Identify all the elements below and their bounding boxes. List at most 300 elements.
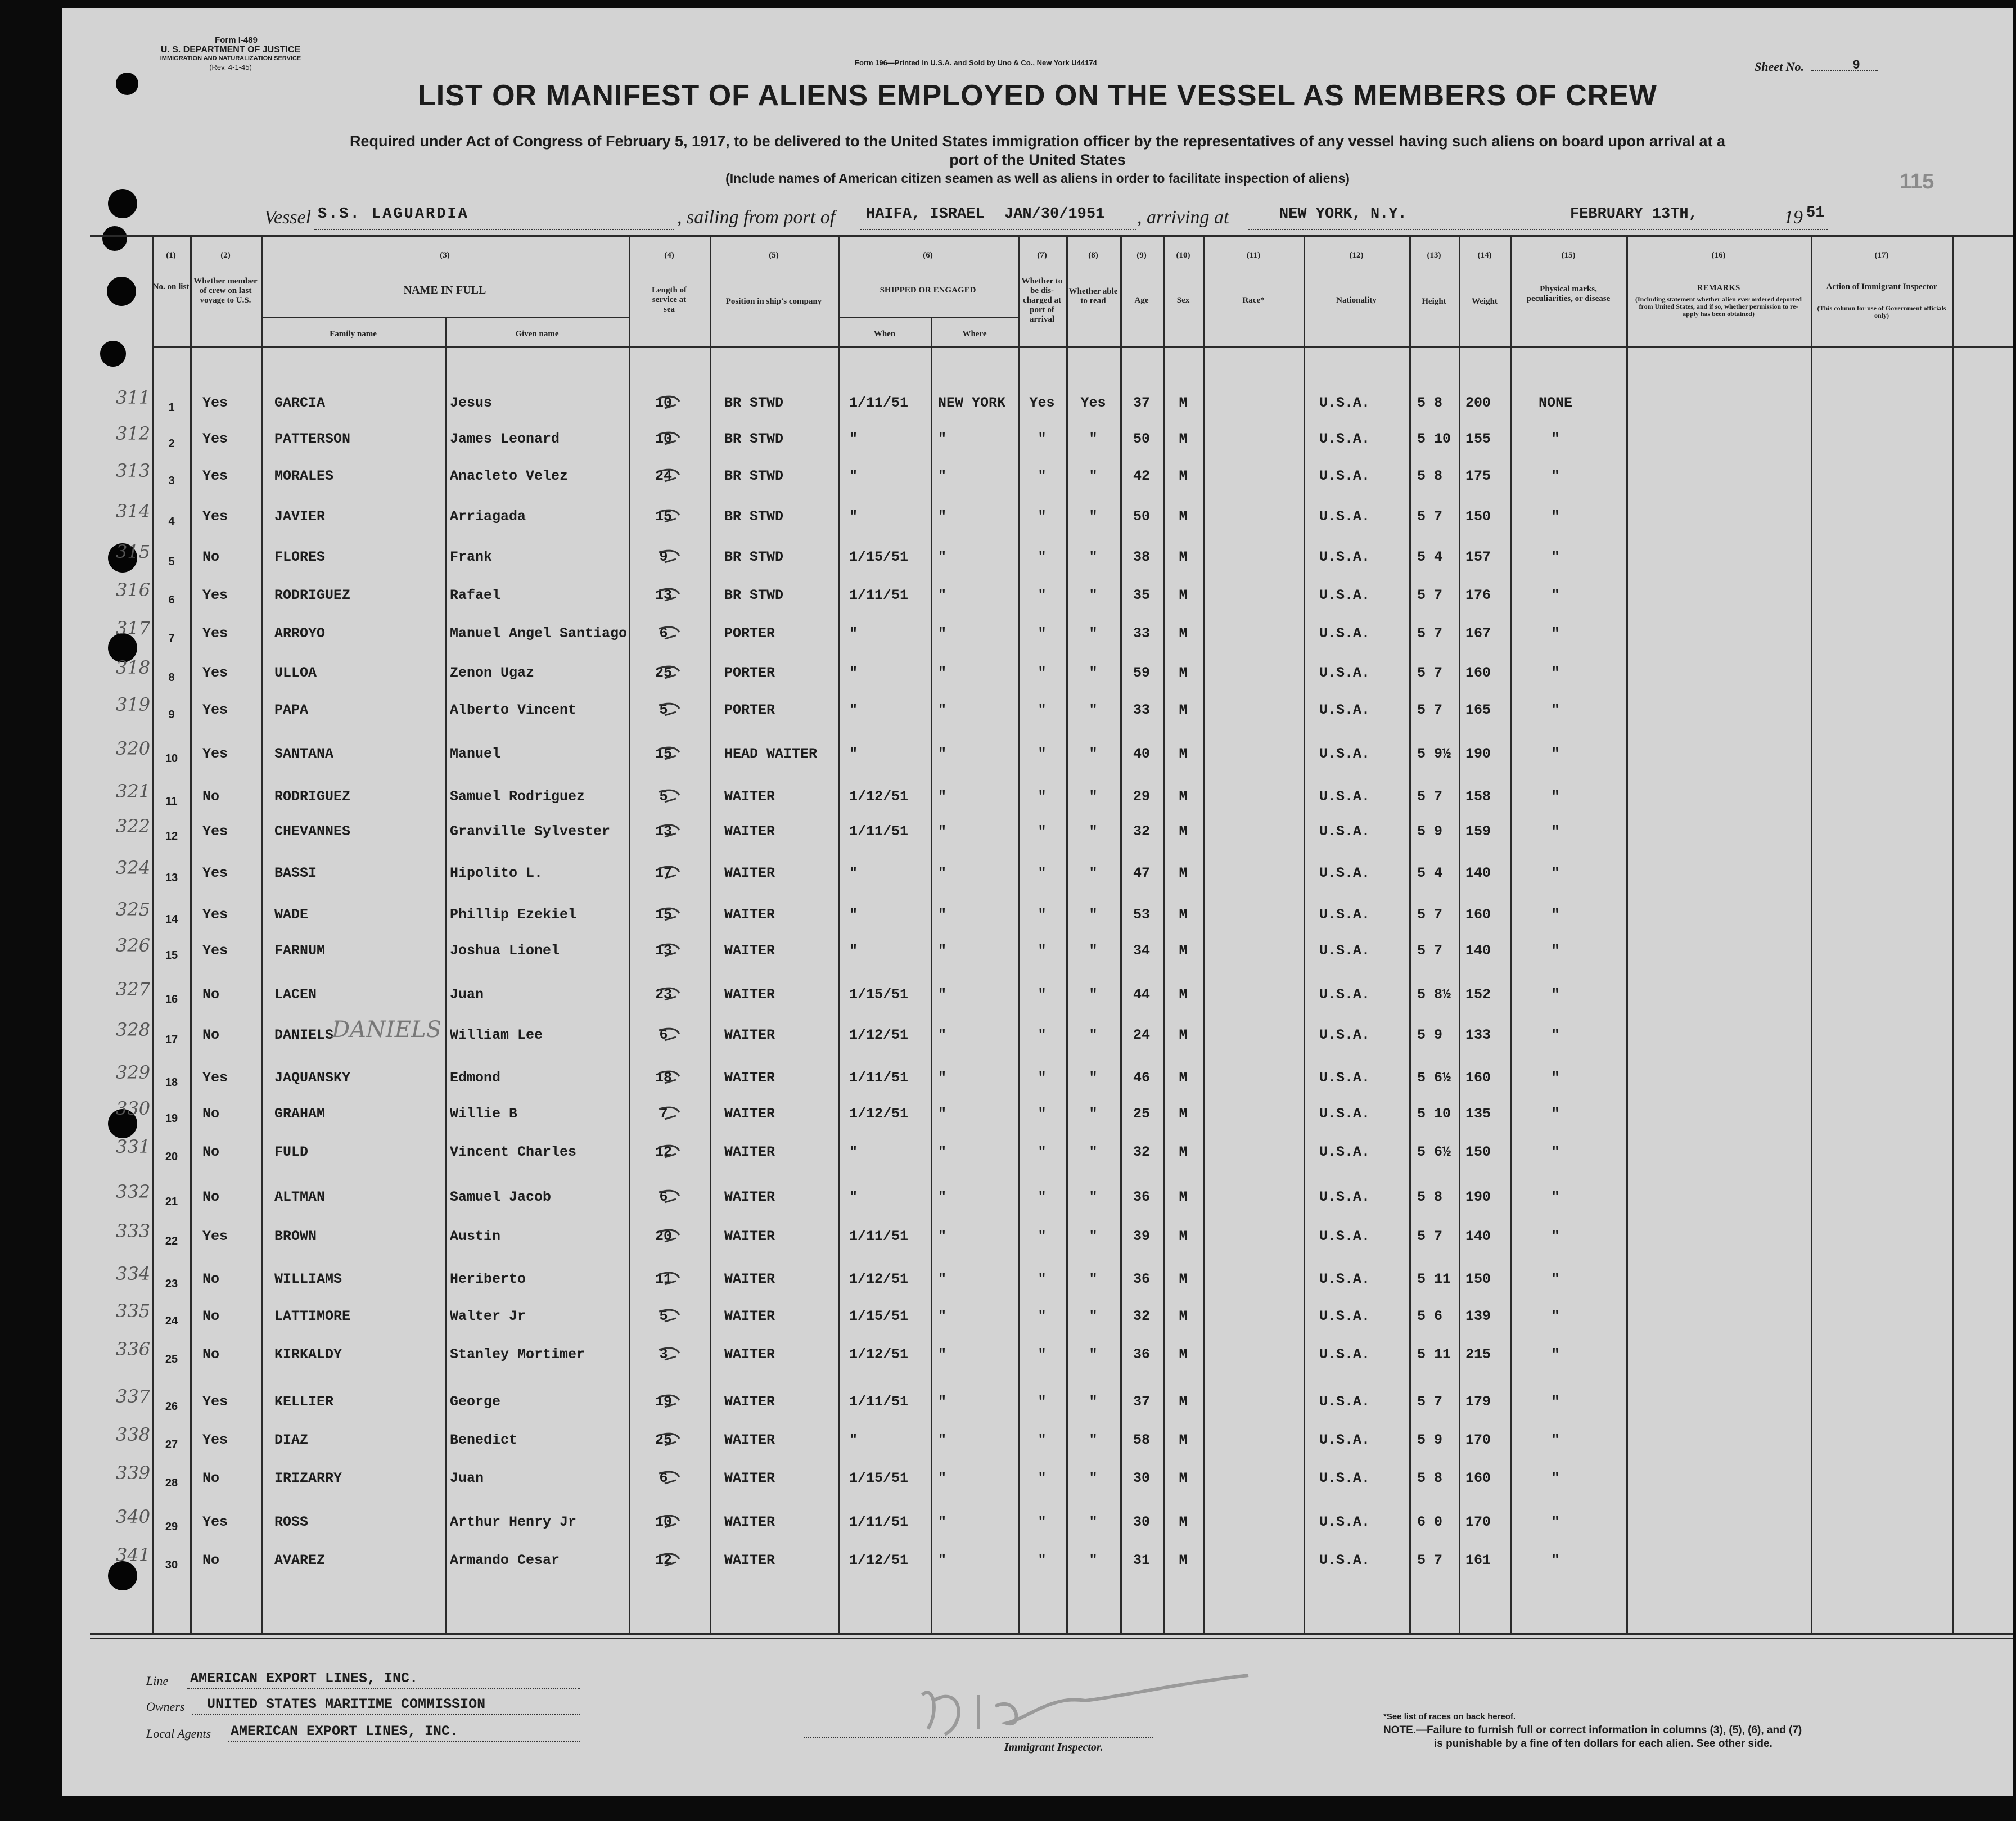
discharged: " xyxy=(1038,943,1047,959)
crew-last-voyage: No xyxy=(202,1189,220,1205)
weight: 133 xyxy=(1465,1027,1491,1043)
height: 5 8 xyxy=(1417,468,1443,484)
family-name: CHEVANNES xyxy=(274,823,351,840)
able-to-read: " xyxy=(1089,1189,1098,1205)
height: 5 9 xyxy=(1417,1027,1443,1043)
able-to-read: " xyxy=(1089,1228,1098,1245)
row-number: 2 xyxy=(168,438,175,450)
row-number: 1 xyxy=(168,402,175,414)
weight: 160 xyxy=(1465,665,1491,681)
able-to-read: " xyxy=(1089,468,1098,484)
sex: M xyxy=(1179,1308,1188,1324)
weight: 140 xyxy=(1465,865,1491,881)
length-of-service: 19 xyxy=(655,1394,672,1410)
discharged: " xyxy=(1038,1271,1047,1287)
shipped-where: " xyxy=(938,1394,947,1410)
inspector-signature xyxy=(849,1661,1277,1751)
able-to-read: " xyxy=(1089,1271,1098,1287)
weight: 161 xyxy=(1465,1552,1491,1568)
crew-last-voyage: No xyxy=(202,1144,220,1160)
position: WAITER xyxy=(724,1106,775,1122)
check-mark xyxy=(659,1516,679,1527)
row-number: 11 xyxy=(165,795,178,808)
nationality: U.S.A. xyxy=(1319,665,1370,681)
weight: 135 xyxy=(1465,1106,1491,1122)
shipped-where: " xyxy=(938,468,947,484)
height: 5 7 xyxy=(1417,625,1443,642)
nationality: U.S.A. xyxy=(1319,468,1370,484)
weight: 157 xyxy=(1465,549,1491,565)
physical-marks: " xyxy=(1551,665,1560,681)
sex: M xyxy=(1179,508,1188,525)
able-to-read: " xyxy=(1089,1346,1098,1363)
age: 31 xyxy=(1133,1552,1150,1568)
given-name: Samuel Rodriguez xyxy=(450,788,585,805)
family-name: KELLIER xyxy=(274,1394,334,1410)
given-name: James Leonard xyxy=(450,431,560,447)
nationality: U.S.A. xyxy=(1319,1432,1370,1448)
handwritten-line-number: 332 xyxy=(116,1181,151,1202)
shipped-where: " xyxy=(938,587,947,603)
given-name: Jesus xyxy=(450,395,493,411)
sex: M xyxy=(1179,549,1188,565)
check-mark xyxy=(659,1191,679,1202)
check-mark xyxy=(659,790,679,802)
height: 5 11 xyxy=(1417,1271,1451,1287)
family-name: ULLOA xyxy=(274,665,317,681)
height: 5 10 xyxy=(1417,431,1451,447)
shipped-when: 1/11/51 xyxy=(849,1514,909,1530)
able-to-read: " xyxy=(1089,788,1098,805)
position: WAITER xyxy=(724,1552,775,1568)
family-name: BASSI xyxy=(274,865,317,881)
age: 29 xyxy=(1133,788,1150,805)
discharged: " xyxy=(1038,1027,1047,1043)
physical-marks: " xyxy=(1551,1228,1560,1245)
height: 5 6½ xyxy=(1417,1144,1451,1160)
height: 5 9 xyxy=(1417,823,1443,840)
age: 37 xyxy=(1133,395,1150,411)
sex: M xyxy=(1179,1070,1188,1086)
physical-marks: " xyxy=(1551,1552,1560,1568)
row-number: 26 xyxy=(165,1400,178,1413)
row-number: 3 xyxy=(168,475,175,487)
col-15-number: (15) xyxy=(1561,251,1576,260)
crew-last-voyage: Yes xyxy=(202,823,228,840)
check-mark xyxy=(659,908,679,920)
shipped-when: " xyxy=(849,468,858,484)
col-12-header: Nationality xyxy=(1336,296,1377,305)
family-name: LATTIMORE xyxy=(274,1308,351,1324)
crew-last-voyage: No xyxy=(202,1271,220,1287)
shipped-when: " xyxy=(849,431,858,447)
length-of-service: 13 xyxy=(655,587,672,603)
able-to-read: " xyxy=(1089,1394,1098,1410)
sex: M xyxy=(1179,1271,1188,1287)
shipped-where: " xyxy=(938,1308,947,1324)
form-department: U. S. DEPARTMENT OF JUSTICE xyxy=(160,45,301,55)
age: 50 xyxy=(1133,508,1150,525)
length-of-service: 13 xyxy=(655,823,672,840)
shipped-where: NEW YORK xyxy=(938,395,1006,411)
nationality: U.S.A. xyxy=(1319,431,1370,447)
shipped-when: " xyxy=(849,907,858,923)
discharged: Yes xyxy=(1029,395,1055,411)
check-mark xyxy=(659,589,679,601)
sex: M xyxy=(1179,943,1188,959)
family-name: ROSS xyxy=(274,1514,309,1530)
length-of-service: 15 xyxy=(655,907,672,923)
shipped-when: 1/12/51 xyxy=(849,1027,909,1043)
physical-marks: " xyxy=(1551,431,1560,447)
shipped-where: " xyxy=(938,1228,947,1245)
weight: 158 xyxy=(1465,788,1491,805)
discharged: " xyxy=(1038,788,1047,805)
weight: 190 xyxy=(1465,1189,1491,1205)
length-of-service: 25 xyxy=(655,665,672,681)
weight: 139 xyxy=(1465,1308,1491,1324)
given-name: Juan xyxy=(450,1470,484,1486)
check-mark xyxy=(659,1071,679,1083)
shipped-when: 1/15/51 xyxy=(849,1470,909,1486)
able-to-read: Yes xyxy=(1080,395,1106,411)
height: 5 6 xyxy=(1417,1308,1443,1324)
form-revision: (Rev. 4-1-45) xyxy=(209,63,252,71)
able-to-read: " xyxy=(1089,1514,1098,1530)
handwritten-line-number: 339 xyxy=(116,1462,151,1484)
shipped-when: 1/12/51 xyxy=(849,1552,909,1568)
position: WAITER xyxy=(724,1346,775,1363)
position: PORTER xyxy=(724,702,775,718)
height: 5 7 xyxy=(1417,1394,1443,1410)
weight: 150 xyxy=(1465,1271,1491,1287)
physical-marks: " xyxy=(1551,1106,1560,1122)
weight: 140 xyxy=(1465,943,1491,959)
year-prefix: 19 xyxy=(1784,207,1803,228)
handwritten-line-number: 326 xyxy=(116,935,151,956)
physical-marks: " xyxy=(1551,943,1560,959)
col-16-number: (16) xyxy=(1711,251,1726,260)
shipped-where: " xyxy=(938,549,947,565)
handwritten-line-number: 327 xyxy=(116,979,151,1000)
given-name: Manuel Angel Santiago xyxy=(450,625,628,642)
col-6-number: (6) xyxy=(923,251,933,260)
row-number: 25 xyxy=(165,1353,178,1365)
sex: M xyxy=(1179,1144,1188,1160)
discharged: " xyxy=(1038,1552,1047,1568)
physical-marks: " xyxy=(1551,1470,1560,1486)
row-number: 28 xyxy=(165,1477,178,1489)
crew-last-voyage: Yes xyxy=(202,1070,228,1086)
check-mark xyxy=(659,666,679,678)
discharged: " xyxy=(1038,986,1047,1003)
row-number: 9 xyxy=(168,709,175,721)
shipped-when: 1/12/51 xyxy=(849,1346,909,1363)
check-mark xyxy=(659,551,679,562)
position: BR STWD xyxy=(724,587,784,603)
physical-marks: " xyxy=(1551,468,1560,484)
col-16-header: REMARKS xyxy=(1697,283,1740,292)
shipped-where: " xyxy=(938,702,947,718)
row-number: 14 xyxy=(165,913,178,926)
col-6-header: SHIPPED OR ENGAGED xyxy=(880,286,976,295)
crew-last-voyage: Yes xyxy=(202,431,228,447)
family-name: FLORES xyxy=(274,549,326,565)
length-of-service: 5 xyxy=(659,788,668,805)
shipped-when: " xyxy=(849,1144,858,1160)
able-to-read: " xyxy=(1089,625,1098,642)
crew-last-voyage: No xyxy=(202,1346,220,1363)
handwritten-line-number: 329 xyxy=(116,1062,151,1083)
col-9-header: Age xyxy=(1134,296,1149,305)
position: WAITER xyxy=(724,907,775,923)
given-name: Manuel xyxy=(450,746,501,762)
handwritten-line-number: 338 xyxy=(116,1424,151,1445)
check-mark xyxy=(659,510,679,522)
weight: 140 xyxy=(1465,1228,1491,1245)
check-mark xyxy=(659,988,679,1000)
physical-marks: " xyxy=(1551,587,1560,603)
form-number: Form I-489 xyxy=(215,35,258,45)
able-to-read: " xyxy=(1089,943,1098,959)
arrival-date: FEBRUARY 13TH, xyxy=(1570,206,1698,223)
col-7-number: (7) xyxy=(1037,251,1047,260)
crew-last-voyage: Yes xyxy=(202,508,228,525)
nationality: U.S.A. xyxy=(1319,1552,1370,1568)
shipped-when: 1/15/51 xyxy=(849,549,909,565)
handwritten-line-number: 341 xyxy=(116,1544,151,1566)
nationality: U.S.A. xyxy=(1319,1027,1370,1043)
shipped-where: " xyxy=(938,986,947,1003)
sex: M xyxy=(1179,865,1188,881)
discharged: " xyxy=(1038,1346,1047,1363)
row-number: 8 xyxy=(168,671,175,684)
able-to-read: " xyxy=(1089,1106,1098,1122)
nationality: U.S.A. xyxy=(1319,865,1370,881)
printer-line: Form 196—Printed in U.S.A. and Sold by Uno & Co., New York U44174 xyxy=(855,58,1097,67)
physical-marks: " xyxy=(1551,746,1560,762)
handwritten-line-number: 312 xyxy=(116,423,151,444)
weight: 190 xyxy=(1465,746,1491,762)
position: PORTER xyxy=(724,665,775,681)
position: WAITER xyxy=(724,1271,775,1287)
handwritten-line-number: 325 xyxy=(116,899,151,920)
discharged: " xyxy=(1038,1144,1047,1160)
able-to-read: " xyxy=(1089,1308,1098,1324)
length-of-service: 6 xyxy=(659,1189,668,1205)
length-of-service: 7 xyxy=(659,1106,668,1122)
physical-marks: " xyxy=(1551,1514,1560,1530)
weight: 155 xyxy=(1465,431,1491,447)
family-name: BROWN xyxy=(274,1228,317,1245)
age: 42 xyxy=(1133,468,1150,484)
length-of-service: 20 xyxy=(655,1228,672,1245)
sex: M xyxy=(1179,1432,1188,1448)
shipped-when: " xyxy=(849,746,858,762)
shipped-when: 1/11/51 xyxy=(849,823,909,840)
shipped-where: " xyxy=(938,625,947,642)
given-name: Edmond xyxy=(450,1070,501,1086)
check-mark xyxy=(659,1554,679,1566)
position: BR STWD xyxy=(724,395,784,411)
length-of-service: 6 xyxy=(659,625,668,642)
crew-last-voyage: No xyxy=(202,986,220,1003)
handwritten-line-number: 318 xyxy=(116,657,151,678)
arrival-port: NEW YORK, N.Y. xyxy=(1279,206,1407,223)
height: 5 4 xyxy=(1417,549,1443,565)
physical-marks: " xyxy=(1551,1027,1560,1043)
agents-value: AMERICAN EXPORT LINES, INC. xyxy=(231,1723,459,1739)
col-14-header: Weight xyxy=(1472,297,1498,306)
shipped-when: 1/11/51 xyxy=(849,395,909,411)
sheet-number: 9 xyxy=(1853,57,1860,71)
physical-marks: " xyxy=(1551,1070,1560,1086)
check-mark xyxy=(659,1146,679,1157)
weight: 160 xyxy=(1465,907,1491,923)
discharged: " xyxy=(1038,1189,1047,1205)
position: WAITER xyxy=(724,1514,775,1530)
weight: 175 xyxy=(1465,468,1491,484)
position: WAITER xyxy=(724,1027,775,1043)
age: 36 xyxy=(1133,1346,1150,1363)
check-mark xyxy=(659,1434,679,1445)
shipped-where: " xyxy=(938,508,947,525)
check-mark xyxy=(659,1310,679,1322)
sex: M xyxy=(1179,1394,1188,1410)
physical-marks: " xyxy=(1551,1346,1560,1363)
shipped-when: " xyxy=(849,625,858,642)
family-name: PAPA xyxy=(274,702,309,718)
shipped-where: " xyxy=(938,823,947,840)
physical-marks: NONE xyxy=(1538,395,1572,411)
length-of-service: 17 xyxy=(655,865,672,881)
row-number: 23 xyxy=(165,1278,178,1290)
weight: 150 xyxy=(1465,1144,1491,1160)
nationality: U.S.A. xyxy=(1319,986,1370,1003)
sex: M xyxy=(1179,431,1188,447)
position: WAITER xyxy=(724,943,775,959)
sex: M xyxy=(1179,468,1188,484)
given-name: Heriberto xyxy=(450,1271,526,1287)
height: 5 7 xyxy=(1417,665,1443,681)
age: 40 xyxy=(1133,746,1150,762)
crew-last-voyage: Yes xyxy=(202,1514,228,1530)
length-of-service: 25 xyxy=(655,1432,672,1448)
handwritten-line-number: 335 xyxy=(116,1300,151,1322)
family-name: FULD xyxy=(274,1144,309,1160)
length-of-service: 24 xyxy=(655,468,672,484)
row-number: 13 xyxy=(165,872,178,884)
age: 36 xyxy=(1133,1271,1150,1287)
check-mark xyxy=(659,1107,679,1119)
nationality: U.S.A. xyxy=(1319,907,1370,923)
family-name: LACEN xyxy=(274,986,317,1003)
shipped-where: " xyxy=(938,746,947,762)
length-of-service: 13 xyxy=(655,943,672,959)
height: 5 7 xyxy=(1417,587,1443,603)
height: 5 7 xyxy=(1417,788,1443,805)
able-to-read: " xyxy=(1089,702,1098,718)
height: 5 7 xyxy=(1417,508,1443,525)
row-number: 6 xyxy=(168,594,175,606)
form-service: IMMIGRATION AND NATURALIZATION SERVICE xyxy=(160,55,301,62)
row-number: 12 xyxy=(165,830,178,842)
handwritten-line-number: 336 xyxy=(116,1338,151,1360)
nationality: U.S.A. xyxy=(1319,1514,1370,1530)
position: WAITER xyxy=(724,823,775,840)
sex: M xyxy=(1179,625,1188,642)
handwritten-line-number: 313 xyxy=(116,460,151,481)
length-of-service: 15 xyxy=(655,508,672,525)
able-to-read: " xyxy=(1089,508,1098,525)
col-3-header: NAME IN FULL xyxy=(403,284,486,296)
shipped-when: 1/11/51 xyxy=(849,587,909,603)
height: 5 7 xyxy=(1417,907,1443,923)
agents-rule xyxy=(228,1741,580,1742)
given-name: Frank xyxy=(450,549,493,565)
sex: M xyxy=(1179,665,1188,681)
discharged: " xyxy=(1038,865,1047,881)
sex: M xyxy=(1179,1346,1188,1363)
weight: 160 xyxy=(1465,1070,1491,1086)
owners-rule xyxy=(192,1714,580,1715)
sex: M xyxy=(1179,788,1188,805)
handwritten-line-number: 316 xyxy=(116,579,151,601)
col-17-note: (This column for use of Government officials only) xyxy=(1817,304,1946,319)
sex: M xyxy=(1179,1470,1188,1486)
shipped-where: " xyxy=(938,1514,947,1530)
age: 35 xyxy=(1133,587,1150,603)
length-of-service: 6 xyxy=(659,1470,668,1486)
given-name: Arthur Henry Jr xyxy=(450,1514,577,1530)
col-10-number: (10) xyxy=(1176,251,1190,260)
height: 5 7 xyxy=(1417,943,1443,959)
sex: M xyxy=(1179,1027,1188,1043)
weight: 152 xyxy=(1465,986,1491,1003)
check-mark xyxy=(659,1029,679,1040)
shipped-where: " xyxy=(938,431,947,447)
shipped-where: " xyxy=(938,1070,947,1086)
discharged: " xyxy=(1038,1394,1047,1410)
note-races: *See list of races on back hereof. xyxy=(1383,1712,1516,1721)
note-penalty-2: is punishable by a fine of ten dollars for each alien. See other side. xyxy=(1434,1738,1773,1750)
weight: 176 xyxy=(1465,587,1491,603)
handwritten-name-correction: DANIELS xyxy=(332,1017,441,1043)
crew-last-voyage: Yes xyxy=(202,1228,228,1245)
sex: M xyxy=(1179,1514,1188,1530)
nationality: U.S.A. xyxy=(1319,1070,1370,1086)
age: 24 xyxy=(1133,1027,1150,1043)
given-name: Arriagada xyxy=(450,508,526,525)
discharged: " xyxy=(1038,702,1047,718)
discharged: " xyxy=(1038,1070,1047,1086)
shipped-when: 1/12/51 xyxy=(849,1271,909,1287)
length-of-service: 10 xyxy=(655,395,672,411)
crew-last-voyage: Yes xyxy=(202,943,228,959)
row-number: 30 xyxy=(165,1559,178,1571)
height: 5 6½ xyxy=(1417,1070,1451,1086)
col-11-number: (11) xyxy=(1246,251,1261,260)
row-number: 20 xyxy=(165,1151,178,1163)
position: WAITER xyxy=(724,1432,775,1448)
shipped-when: 1/11/51 xyxy=(849,1228,909,1245)
able-to-read: " xyxy=(1089,1144,1098,1160)
page-title: LIST OR MANIFEST OF ALIENS EMPLOYED ON THE VESSEL AS MEMBERS OF CREW xyxy=(418,79,1657,112)
length-of-service: 6 xyxy=(659,1027,668,1043)
check-mark xyxy=(659,1395,679,1407)
physical-marks: " xyxy=(1551,508,1560,525)
check-mark xyxy=(659,944,679,956)
